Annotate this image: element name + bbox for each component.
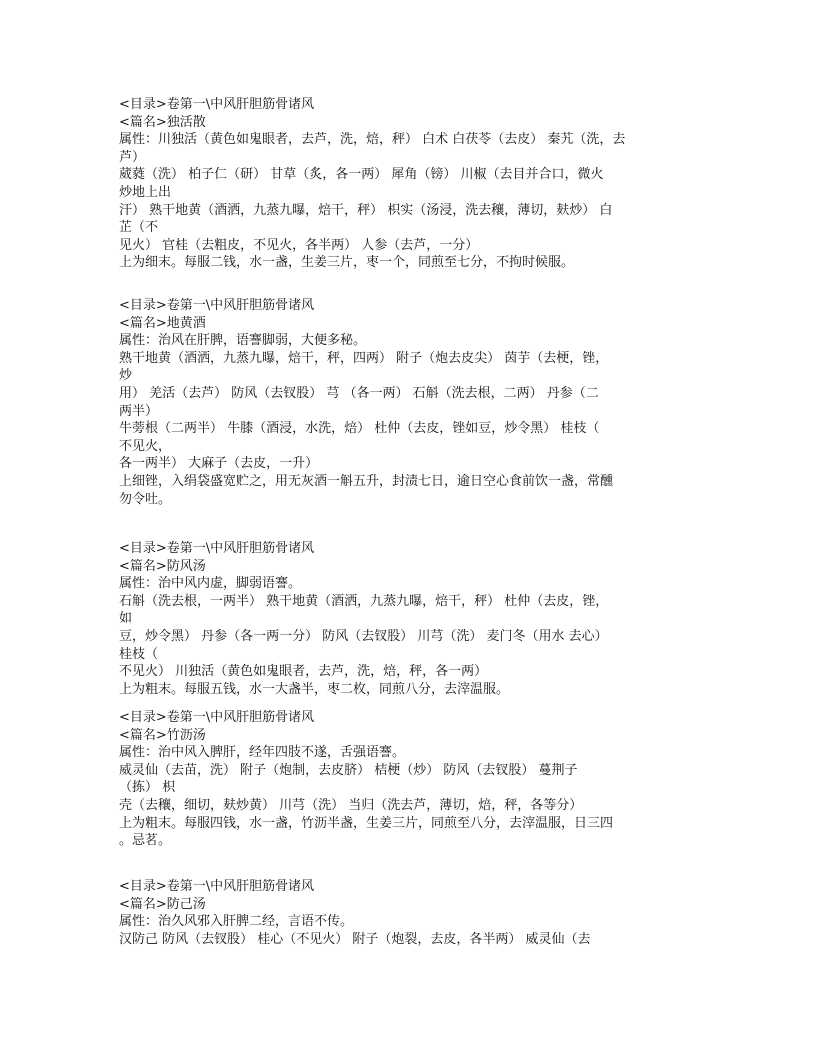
property-line: 属性：治中风内虚，脚弱语謇。	[119, 576, 302, 592]
text-line: 牛蒡根（二两半） 牛膝（酒浸，水洗，焙） 杜仲（去皮，锉如豆，炒令黑） 桂枝（	[119, 421, 600, 437]
text-line: 见火） 官桂（去粗皮，不见火，各半两） 人参（去芦，一分）	[119, 237, 479, 253]
text-line: 汉防己 防风（去钗股） 桂心（不见火） 附子（炮裂，去皮，各半两） 威灵仙（去	[119, 931, 591, 947]
entry-fangfeng-tang	[119, 540, 699, 698]
catalog-line: <目录>卷第一\中风肝胆筋骨诸风	[119, 97, 315, 112]
text-line: 勿令吐。	[119, 491, 172, 507]
text-line: 汗） 熟干地黄（酒洒，九蒸九曝，焙干，秤） 枳实（汤浸，洗去穰，薄切，麸炒） 白	[119, 202, 613, 218]
catalog-line: <目录>卷第一\中风肝胆筋骨诸风	[119, 541, 315, 556]
property-line: 属性：治久风邪入肝脾二经，言语不传。	[119, 914, 354, 930]
text-line: 两半）	[119, 403, 159, 419]
title-line: <篇名>地黄酒	[119, 315, 206, 331]
text-line: 石斛（洗去根，一两半） 熟干地黄（酒洒，九蒸九曝，焙干，秤） 杜仲（去皮，锉，	[119, 593, 609, 609]
text-line: 芦）	[119, 149, 146, 165]
entry-duhuo-san	[119, 96, 699, 272]
text-line: 豆，炒令黑） 丹参（各一两一分） 防风（去钗股） 川芎（洗） 麦门冬（用水 去心）	[119, 628, 608, 644]
text-line: 芷（不	[119, 220, 159, 236]
catalog-line: <目录>卷第一\中风肝胆筋骨诸风	[119, 710, 315, 725]
text-line: 壳（去穰，细切，麸炒黄） 川芎（洗） 当归（洗去芦，薄切，焙，秤，各等分）	[119, 797, 583, 813]
text-line: 炒地上出	[119, 184, 172, 200]
entry-fangji-tang	[119, 878, 699, 948]
text-line: 桂枝（	[119, 646, 159, 662]
text-line: 上细锉，入绢袋盛宽贮之，用无灰酒一斛五升，封渍七日，逾日空心食前饮一盏，常醺	[119, 473, 614, 489]
text-line: 炒	[119, 368, 133, 384]
text-line: 上为粗末。每服四钱，水一盏，竹沥半盏，生姜三片，同煎至八分，去滓温服，日三四	[119, 815, 614, 831]
entry-dihuang-jiu	[119, 297, 699, 508]
title-line: <篇名>独活散	[119, 114, 206, 130]
catalog-line: <目录>卷第一\中风肝胆筋骨诸风	[119, 298, 315, 313]
catalog-line: <目录>卷第一\中风肝胆筋骨诸风	[119, 879, 315, 894]
text-line: 上为细末。每服二钱，水一盏，生姜三片，枣一个，同煎至七分，不拘时候服。	[119, 255, 575, 271]
title-line: <篇名>竹沥汤	[119, 727, 206, 743]
text-line: 熟干地黄（酒洒，九蒸九曝，焙干，秤，四两） 附子（炮去皮尖） 茵芋（去梗，锉，	[119, 350, 609, 366]
property-line: 属性：治中风入脾肝，经年四肢不遂，舌强语謇。	[119, 745, 406, 761]
text-line: 如	[119, 611, 133, 627]
text-line: 不见火） 川独活（黄色如鬼眼者，去芦，洗，焙，秤，各一两）	[119, 664, 488, 680]
text-line: 。忌茗。	[119, 833, 172, 849]
text-line: 葳蕤（洗） 柏子仁（研） 甘草（炙，各一两） 犀角（镑） 川椒（去目并合口，微火	[119, 167, 604, 183]
property-line: 属性：治风在肝脾，语謇脚弱，大便多秘。	[119, 333, 367, 349]
text-line: 各一两半） 大麻子（去皮，一升）	[119, 456, 319, 472]
text-line: （拣） 枳	[119, 780, 176, 796]
text-line: 上为粗末。每服五钱，水一大盏半，枣二枚，同煎八分，去滓温服。	[119, 681, 510, 697]
text-line: 不见火，	[119, 438, 172, 454]
property-line: 属性：川独活（黄色如鬼眼者，去芦，洗，焙，秤） 白术 白茯苓（去皮） 秦艽（洗，去	[119, 132, 626, 148]
entry-zhuli-tang	[119, 709, 699, 850]
text-line: 威灵仙（去苗，洗） 附子（炮制，去皮脐） 桔梗（炒） 防风（去钗股） 蔓荆子	[119, 762, 578, 778]
title-line: <篇名>防己汤	[119, 896, 206, 912]
text-line: 用） 羌活（去芦） 防风（去钗股） 芎 （各一两） 石斛（洗去根，二两） 丹参（二	[119, 385, 599, 401]
title-line: <篇名>防风汤	[119, 558, 206, 574]
